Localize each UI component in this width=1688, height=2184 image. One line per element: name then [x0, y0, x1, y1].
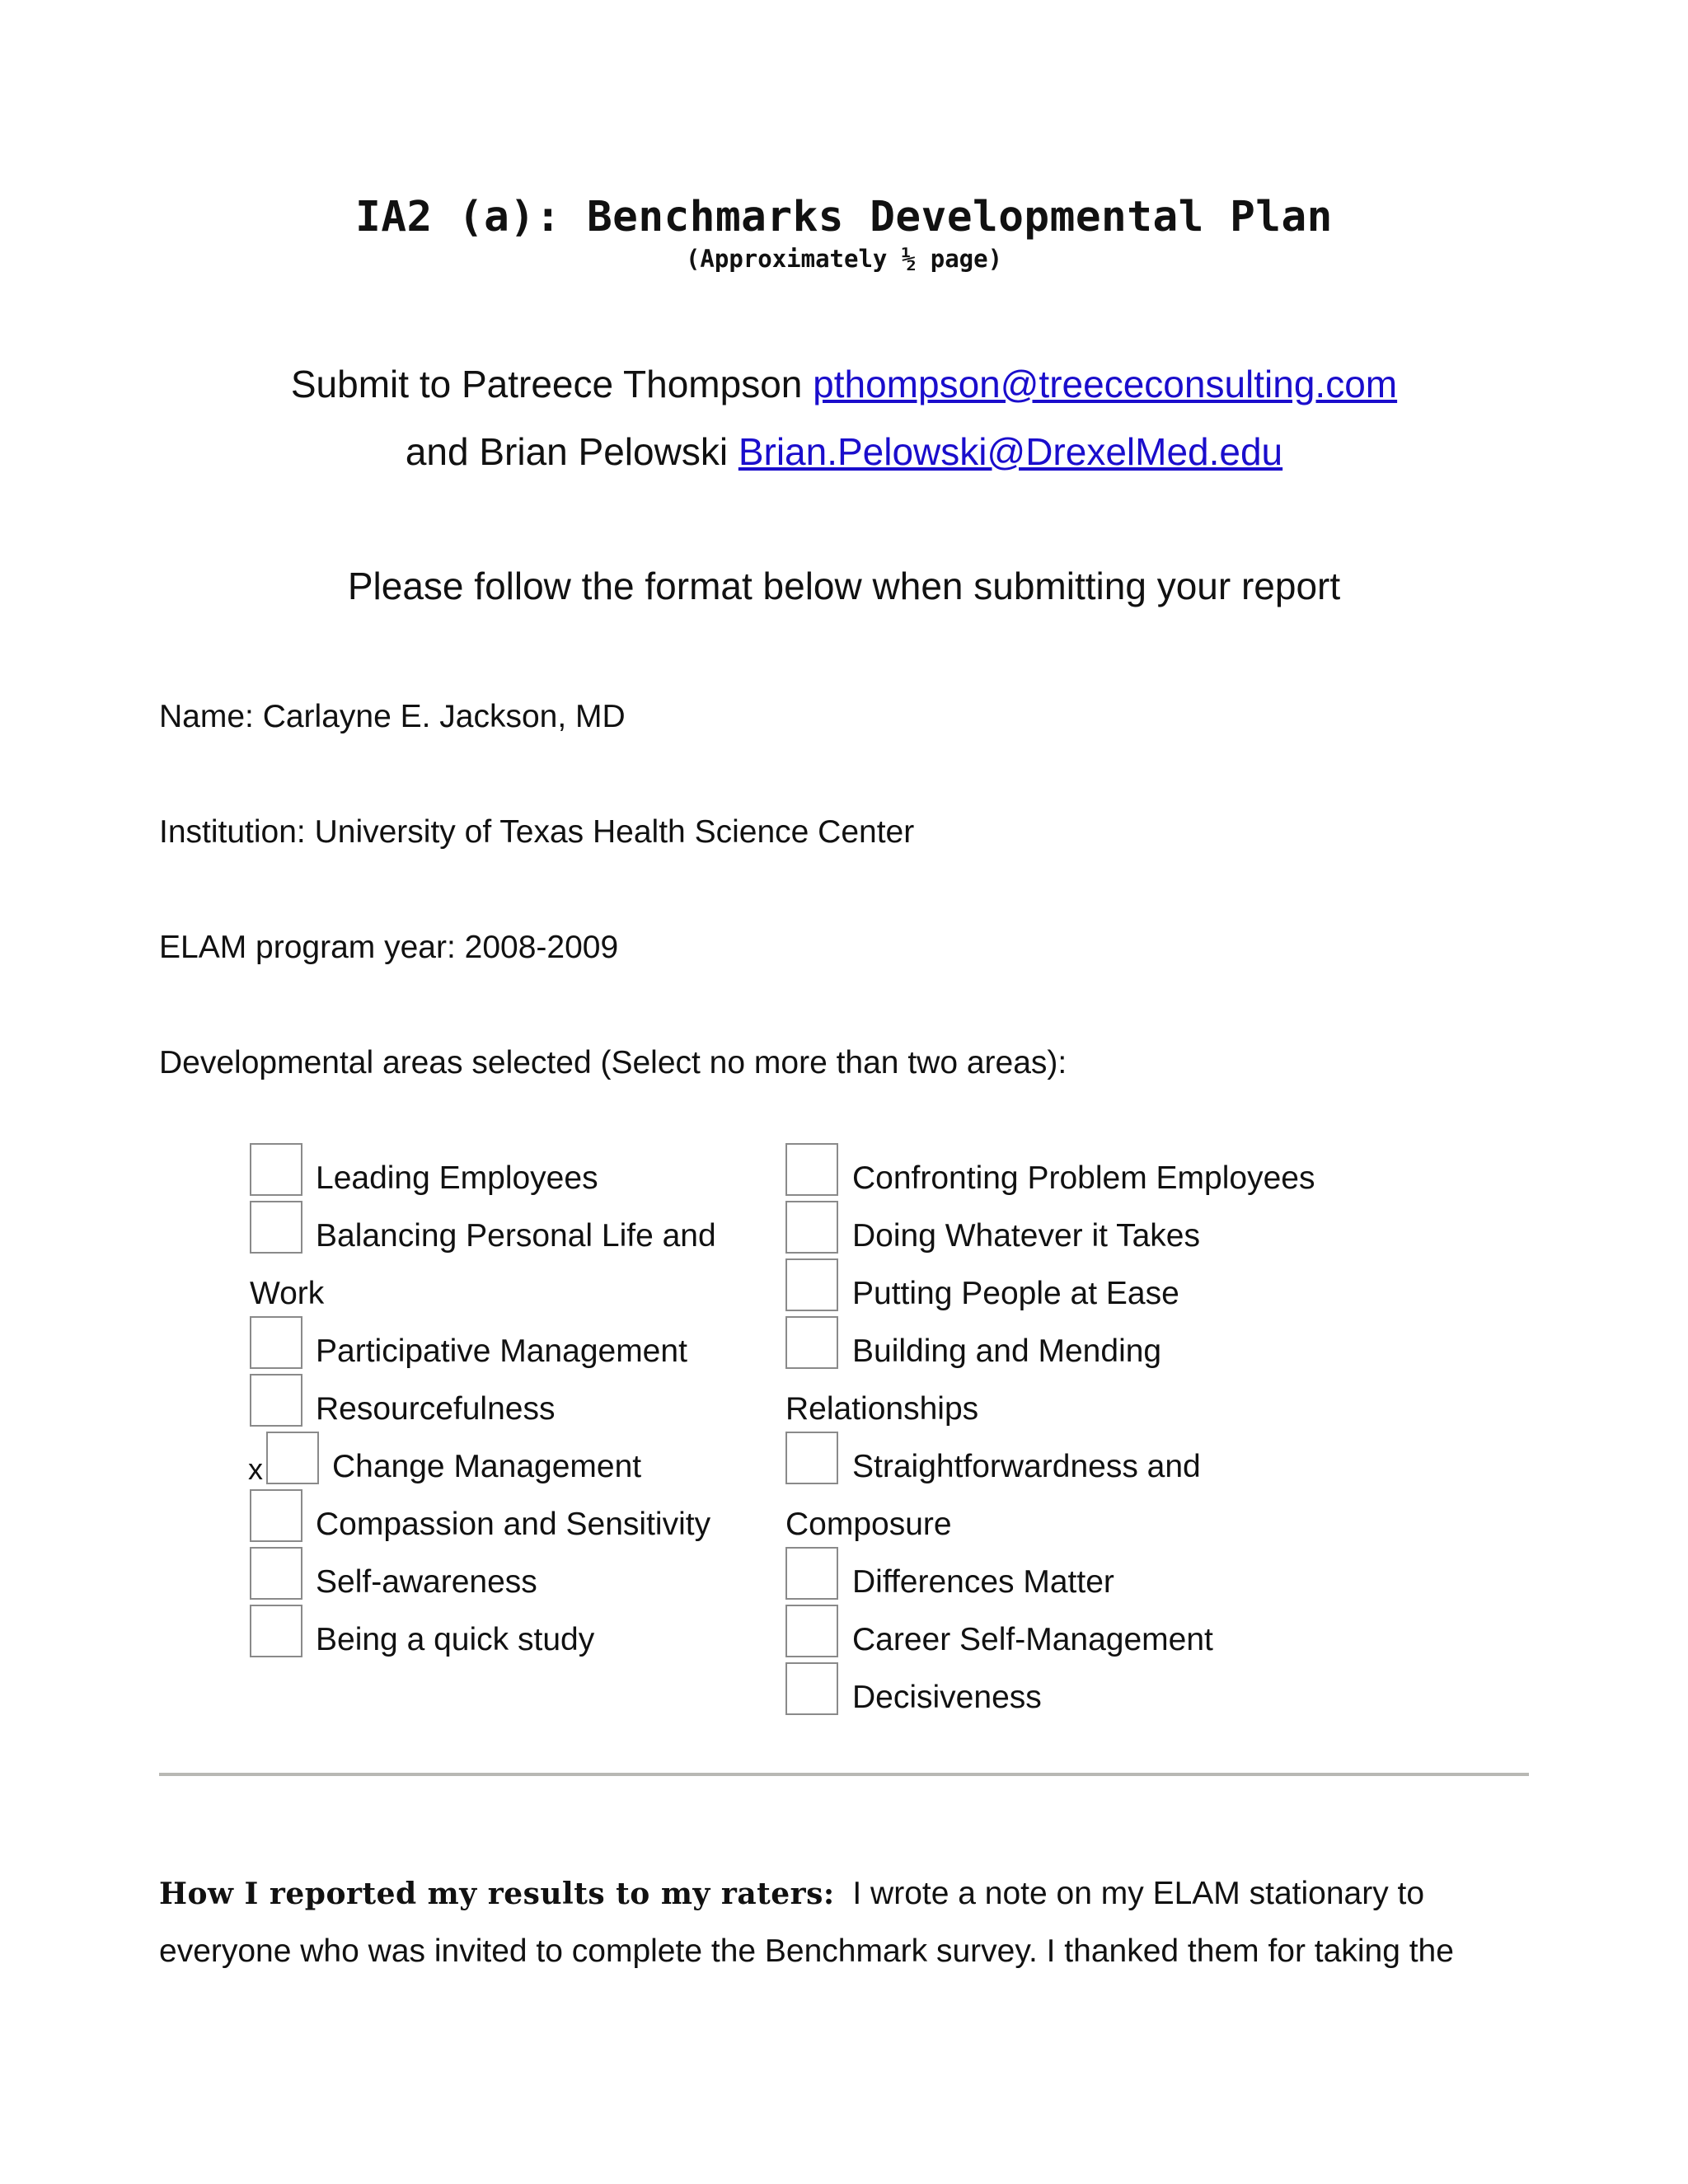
checkbox-doing-whatever-it-takes[interactable]: [785, 1201, 838, 1254]
checkbox-participative-management[interactable]: [250, 1316, 302, 1369]
area-label-straightforwardness-cont: Composure: [785, 1507, 952, 1542]
email-link-thompson[interactable]: pthompson@treececonsulting.com: [813, 363, 1398, 405]
area-label-resourcefulness: Resourcefulness: [316, 1391, 556, 1427]
section-divider: [159, 1773, 1529, 1776]
area-label-balancing-personal-life-cont: Work: [250, 1276, 325, 1311]
checkbox-change-management[interactable]: [266, 1432, 319, 1484]
page-subtitle: (Approximately ½ page): [685, 245, 1003, 273]
area-label-balancing-personal-life: Balancing Personal Life and: [316, 1218, 716, 1254]
checkbox-self-awareness[interactable]: [250, 1547, 302, 1600]
checkbox-balancing-personal-life[interactable]: [250, 1201, 302, 1254]
checkbox-decisiveness[interactable]: [785, 1662, 838, 1715]
checkbox-differences-matter[interactable]: [785, 1547, 838, 1600]
area-label-building-mending-cont: Relationships: [785, 1391, 979, 1427]
selected-x-mark: x: [248, 1452, 263, 1486]
area-label-putting-people-at-ease: Putting People at Ease: [852, 1276, 1179, 1311]
checkbox-resourcefulness[interactable]: [250, 1374, 302, 1427]
submit-line-2: [0, 430, 1688, 473]
report-body: I wrote a note on my ELAM stationary to everyone who was invited to complete the Benchmark survey. I thanked them for taking the: [159, 1876, 1454, 1969]
area-label-leading-employees: Leading Employees: [316, 1160, 598, 1196]
area-label-change-management: Change Management: [332, 1449, 642, 1484]
checkbox-building-mending-relationships[interactable]: [785, 1316, 838, 1369]
name-field: Name: Carlayne E. Jackson, MD: [159, 699, 626, 734]
checkbox-confronting-problem-employees[interactable]: [785, 1143, 838, 1196]
area-label-doing-whatever-it-takes: Doing Whatever it Takes: [852, 1218, 1200, 1254]
checkbox-career-self-management[interactable]: [785, 1605, 838, 1657]
area-label-quick-study: Being a quick study: [316, 1622, 595, 1657]
area-label-decisiveness: Decisiveness: [852, 1680, 1042, 1715]
format-instruction: Please follow the format below when submitting your report: [347, 565, 1341, 607]
areas-prompt: Developmental areas selected (Select no more than two areas):: [159, 1045, 1067, 1080]
area-label-confronting-problem-employees: Confronting Problem Employees: [852, 1160, 1315, 1196]
area-label-differences-matter: Differences Matter: [852, 1564, 1114, 1600]
area-label-career-self-management: Career Self-Management: [852, 1622, 1213, 1657]
area-label-building-mending: Building and Mending: [852, 1333, 1162, 1369]
area-label-participative-management: Participative Management: [316, 1333, 687, 1369]
checkbox-quick-study[interactable]: [250, 1605, 302, 1657]
area-label-self-awareness: Self-awareness: [316, 1564, 537, 1600]
area-label-compassion-sensitivity: Compassion and Sensitivity: [316, 1507, 711, 1542]
report-paragraph: [159, 1865, 1560, 1980]
checkbox-straightforwardness-composure[interactable]: [785, 1432, 838, 1484]
checkbox-putting-people-at-ease[interactable]: [785, 1258, 838, 1311]
checkbox-compassion-sensitivity[interactable]: [250, 1489, 302, 1542]
submit-line-1-text: Submit to Patreece Thompson: [290, 363, 803, 405]
program-year-field: ELAM program year: 2008-2009: [159, 930, 619, 965]
report-heading: How I reported my results to my raters:: [159, 1877, 835, 1911]
checkbox-leading-employees[interactable]: [250, 1143, 302, 1196]
area-label-straightforwardness: Straightforwardness and: [852, 1449, 1201, 1484]
page-title: IA2 (a): Benchmarks Developmental Plan: [355, 193, 1333, 241]
institution-field: Institution: University of Texas Health Science Center: [159, 814, 915, 850]
submit-line-1: [0, 365, 1688, 403]
submit-line-2-text: and Brian Pelowski: [405, 430, 729, 473]
email-link-pelowski[interactable]: Brian.Pelowski@DrexelMed.edu: [738, 430, 1283, 473]
